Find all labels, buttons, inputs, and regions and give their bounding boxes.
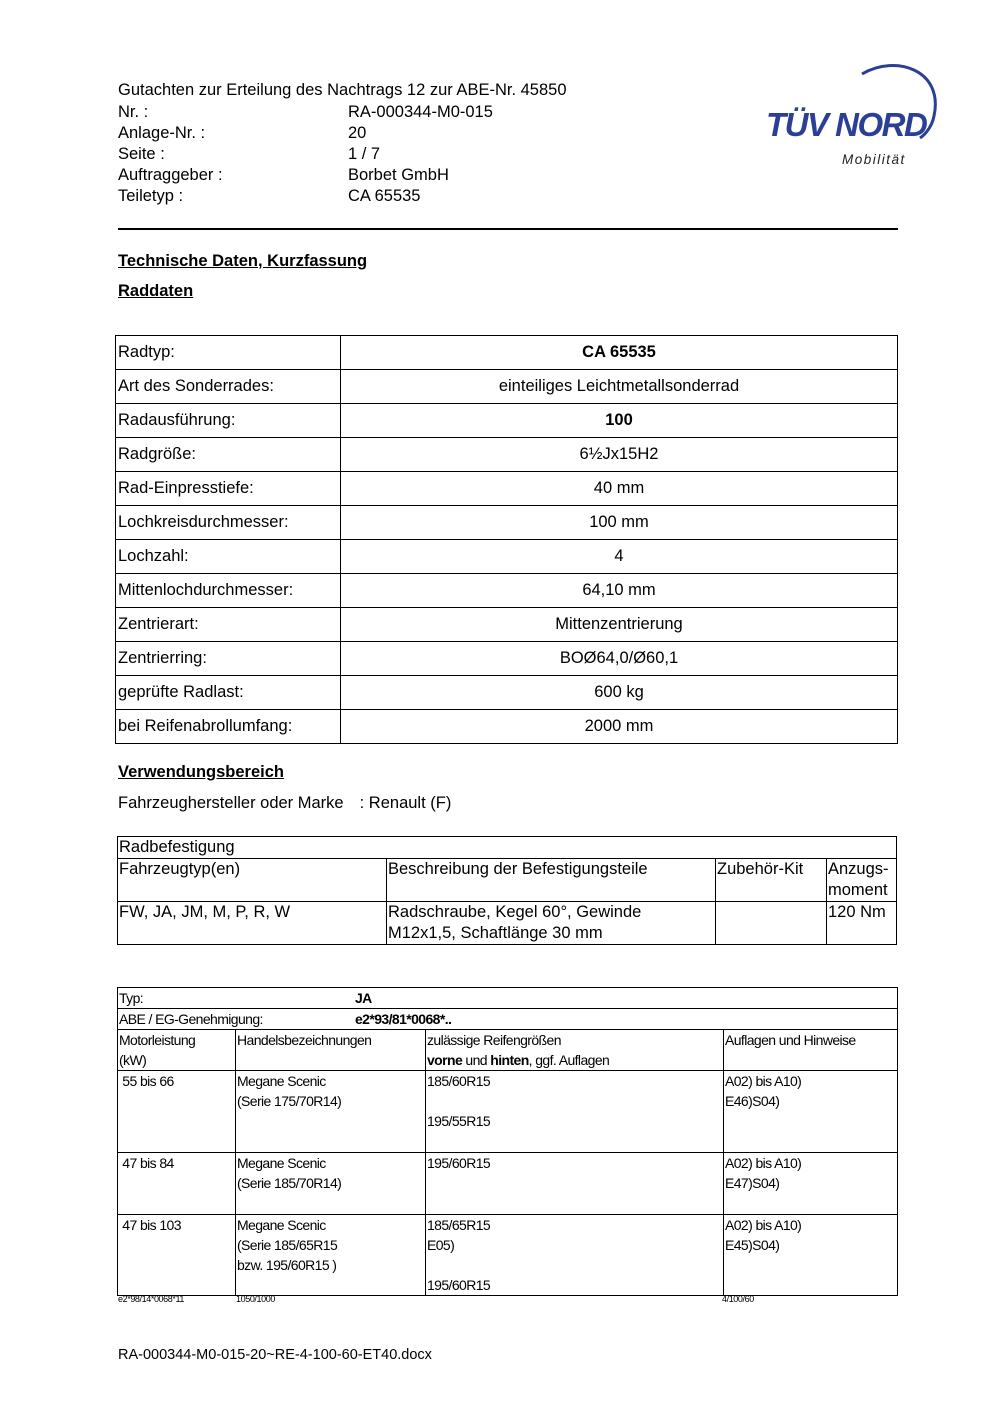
- cell-desc-line1: Radschraube, Kegel 60°, Gewinde: [388, 903, 642, 921]
- cell-label: Art des Sonderrades:: [116, 370, 341, 404]
- cell-value: 600 kg: [341, 676, 898, 710]
- cell-handelsbezeichnung: [236, 1215, 426, 1296]
- cell-label: Zentrierring:: [116, 642, 341, 676]
- cell-tyre-line1: 195/60R15: [427, 1155, 491, 1171]
- cell-tyre-line3: 195/55R15: [427, 1113, 491, 1129]
- usage-separator: :: [359, 794, 365, 812]
- section-heading-raddaten: Raddaten: [118, 282, 194, 300]
- cell-handelsbezeichnung: [236, 1071, 426, 1153]
- cell-kit: [716, 902, 827, 945]
- header-row-nr: [118, 102, 493, 123]
- section-heading-verwendung: Verwendungsbereich: [118, 763, 284, 781]
- header-value: RA-000344-M0-015: [348, 103, 493, 121]
- table-row: [118, 1071, 898, 1153]
- header-auflagen: Auflagen und Hinweise: [724, 1030, 898, 1071]
- cell-tyre-line3: 195/60R15: [427, 1277, 491, 1293]
- header-row-teiletyp: [118, 186, 420, 207]
- cell-name-line1: Megane Scenic: [237, 1073, 326, 1089]
- cell-name-line3: bzw. 195/60R15 ): [237, 1257, 337, 1273]
- cell-auflagen-line2: E47)S04): [725, 1175, 780, 1191]
- abe-label: ABE / EG-Genehmigung:: [119, 1011, 263, 1027]
- cell-value: 6½Jx15H2: [341, 438, 898, 472]
- table-row: [118, 1153, 898, 1215]
- header-row-seite: [118, 144, 380, 165]
- header-motorleistung: [118, 1030, 236, 1071]
- header-label: Teiletyp :: [118, 187, 184, 205]
- header-reifengroessen: [426, 1030, 724, 1071]
- header-reifen-line1: zulässige Reifengrößen: [427, 1032, 561, 1048]
- typ-row: [118, 988, 898, 1009]
- tiny-note-weight: 1050/1000: [236, 1294, 275, 1304]
- header-row-anlage: [118, 123, 366, 144]
- logo-brand: TÜV NORD: [766, 106, 927, 143]
- cell-kw: 47 bis 84: [118, 1153, 236, 1215]
- typ-label: Typ:: [119, 990, 144, 1006]
- header-value: 1 / 7: [348, 145, 381, 163]
- cell-label: bei Reifenabrollumfang:: [116, 710, 341, 744]
- cell-auflagen-line1: A02) bis A10): [725, 1073, 802, 1089]
- header-anzugsmoment: [827, 859, 897, 902]
- befestigung-table: [117, 836, 897, 945]
- cell-auflagen-line1: A02) bis A10): [725, 1217, 802, 1233]
- cell-tyre-line1: 185/60R15: [427, 1073, 491, 1089]
- cell-label: Mittenlochdurchmesser:: [116, 574, 341, 608]
- header-reifen-rest: , ggf. Auflagen: [528, 1052, 610, 1068]
- cell-name-line2: (Serie 185/65R15: [237, 1237, 338, 1253]
- table-row: [116, 676, 898, 710]
- befestigung-title: Radbefestigung: [118, 837, 897, 859]
- table-row: [118, 1215, 898, 1296]
- header-fahrzeugtyp: Fahrzeugtyp(en): [118, 859, 387, 902]
- typ-cell: [118, 988, 898, 1009]
- table-header-row: [118, 859, 897, 902]
- section-heading-tech: Technische Daten, Kurzfassung: [118, 252, 368, 270]
- header-row-auftraggeber: [118, 165, 449, 186]
- cell-value: einteiliges Leichtmetallsonderrad: [341, 370, 898, 404]
- document-filename: RA-000344-M0-015-20~RE-4-100-60-ET40.docx: [118, 1347, 432, 1363]
- tiny-note-approval: e2*98/14*0068*11: [118, 1294, 185, 1304]
- cell-value: 64,10 mm: [341, 574, 898, 608]
- tiny-note-bolt: 4/100/60: [722, 1294, 754, 1304]
- tuv-nord-logo: [766, 58, 946, 170]
- header-beschreibung: Beschreibung der Befestigungsteile: [387, 859, 716, 902]
- cell-label: geprüfte Radlast:: [116, 676, 341, 710]
- table-row: [116, 574, 898, 608]
- cell-value: 2000 mm: [341, 710, 898, 744]
- cell-label: Radgröße:: [116, 438, 341, 472]
- cell-auflagen-line2: E46)S04): [725, 1093, 780, 1109]
- table-row: [116, 506, 898, 540]
- cell-kw: 55 bis 66: [118, 1071, 236, 1153]
- cell-value: 40 mm: [341, 472, 898, 506]
- usage-label: Fahrzeughersteller oder Marke: [118, 794, 344, 812]
- abe-cell: [118, 1009, 898, 1030]
- header-reifen-vorne: vorne: [427, 1052, 463, 1068]
- header-handelsbezeichnungen: Handelsbezeichnungen: [236, 1030, 426, 1071]
- table-row: [116, 370, 898, 404]
- cell-auflagen: [724, 1215, 898, 1296]
- header-moment: moment: [828, 881, 888, 899]
- cell-auflagen: [724, 1071, 898, 1153]
- cell-reifen: [426, 1071, 724, 1153]
- header-label: Auftraggeber :: [118, 166, 223, 184]
- cell-handelsbezeichnung: [236, 1153, 426, 1215]
- cell-label: Radausführung:: [116, 404, 341, 438]
- cell-tyre-line2: E05): [427, 1237, 455, 1253]
- table-row: [116, 404, 898, 438]
- header-divider: [118, 228, 898, 230]
- cell-name-line1: Megane Scenic: [237, 1217, 326, 1233]
- cell-kw: 47 bis 103: [118, 1215, 236, 1296]
- table-header-row: [118, 1030, 898, 1071]
- usage-line: [118, 794, 451, 813]
- cell-label: Lochkreisdurchmesser:: [116, 506, 341, 540]
- cell-tyre-line1: 185/65R15: [427, 1217, 491, 1233]
- table-row: [116, 438, 898, 472]
- cell-types: FW, JA, JM, M, P, R, W: [118, 902, 387, 945]
- typ-table: [117, 987, 898, 1296]
- cell-value: 100: [341, 404, 898, 438]
- usage-value: Renault (F): [368, 794, 452, 812]
- cell-name-line2: (Serie 175/70R14): [237, 1093, 342, 1109]
- header-label: Anlage-Nr. :: [118, 124, 206, 142]
- table-row: [116, 472, 898, 506]
- table-row: [116, 336, 898, 370]
- header-label: Nr. :: [118, 103, 149, 121]
- header-reifen-und: und: [462, 1052, 491, 1068]
- header-value: Borbet GmbH: [348, 166, 449, 184]
- cell-value: BOØ64,0/Ø60,1: [341, 642, 898, 676]
- cell-label: Lochzahl:: [116, 540, 341, 574]
- abe-row: [118, 1009, 898, 1030]
- cell-value: 4: [341, 540, 898, 574]
- cell-value: CA 65535: [341, 336, 898, 370]
- header-reifen-hinten: hinten: [490, 1052, 529, 1068]
- table-row: [116, 540, 898, 574]
- cell-label: Zentrierart:: [116, 608, 341, 642]
- cell-desc-line2: M12x1,5, Schaftlänge 30 mm: [388, 924, 603, 942]
- table-row: [118, 902, 897, 945]
- header-zubehoer-kit: Zubehör-Kit: [716, 859, 827, 902]
- raddaten-table: [115, 335, 898, 744]
- report-title: Gutachten zur Erteilung des Nachtrags 12 zur ABE-Nr. 45850: [118, 81, 567, 99]
- logo-subtitle: Mobilität: [842, 152, 906, 167]
- cell-description: [387, 902, 716, 945]
- header-value: CA 65535: [348, 187, 421, 205]
- table-row: [116, 710, 898, 744]
- cell-auflagen-line2: E45)S04): [725, 1237, 780, 1253]
- table-row: [116, 642, 898, 676]
- header-label: Seite :: [118, 145, 165, 163]
- cell-value: 100 mm: [341, 506, 898, 540]
- cell-reifen: [426, 1215, 724, 1296]
- cell-auflagen: [724, 1153, 898, 1215]
- header-motor-line2: (kW): [119, 1052, 147, 1068]
- cell-torque: 120 Nm: [827, 902, 897, 945]
- table-row: [116, 608, 898, 642]
- header-motor-line1: Motorleistung: [119, 1032, 196, 1048]
- cell-name-line1: Megane Scenic: [237, 1155, 326, 1171]
- typ-value: JA: [355, 990, 372, 1006]
- header-anzugs: Anzugs-: [828, 860, 889, 878]
- cell-label: Radtyp:: [116, 336, 341, 370]
- cell-label: Rad-Einpresstiefe:: [116, 472, 341, 506]
- cell-auflagen-line1: A02) bis A10): [725, 1155, 802, 1171]
- cell-name-line2: (Serie 185/70R14): [237, 1175, 342, 1191]
- header-value: 20: [348, 124, 367, 142]
- cell-value: Mittenzentrierung: [341, 608, 898, 642]
- table-row: [118, 837, 897, 859]
- cell-reifen: [426, 1153, 724, 1215]
- abe-value: e2*93/81*0068*..: [355, 1011, 452, 1027]
